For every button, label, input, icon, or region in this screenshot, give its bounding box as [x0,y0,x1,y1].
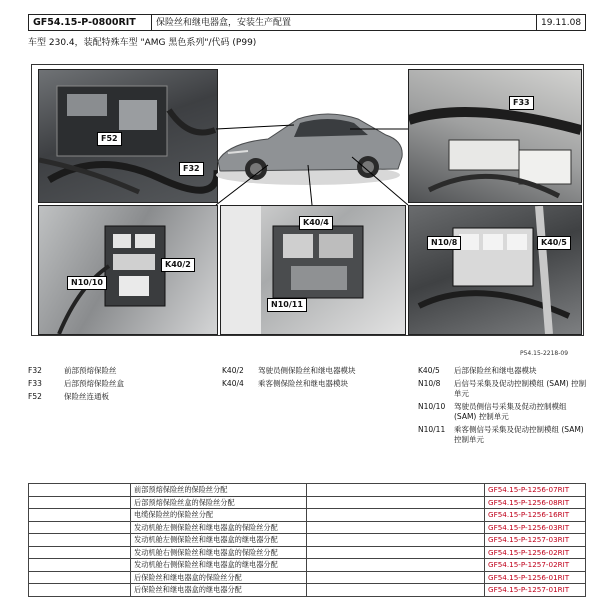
reference-link[interactable]: GF54.15-P-1256-08RIT [485,496,586,509]
legend-item: F52 保险丝连通板 [28,392,109,401]
model-subheader: 车型 230.4，装配特殊车型 "AMG 黑色系列"/代码 (P99) [28,38,257,48]
legend-item: K40/2 驾驶员侧保险丝和继电器模块 [222,366,356,375]
reference-link[interactable]: GF54.15-P-1256-16RIT [485,509,586,522]
legend-item: N10/11 乘客侧信号采集及促动控制模组 (SAM) 控制单元 [418,425,584,444]
photo-front-fuse [38,69,218,203]
table-row: 前部预熔保险丝的保险丝分配 GF54.15-P-1256-07RIT [29,484,586,497]
photo-car [208,91,408,191]
reference-link[interactable]: GF54.15-P-1256-02RIT [485,546,586,559]
photo-rear-module-drawing [409,206,581,334]
callout-f32: F32 [179,162,204,176]
callout-k40-2: K40/2 [161,258,195,272]
callout-f33: F33 [509,96,534,110]
table-row: 发动机舱右侧保险丝和继电器盒的继电器分配 GF54.15-P-1257-02RIT [29,559,586,572]
reference-table [28,483,586,597]
table-row: 发动机舱右侧保险丝和继电器盒的保险丝分配 GF54.15-P-1256-02RIT [29,546,586,559]
table-row: 后部预熔保险丝盒的保险丝分配 GF54.15-P-1256-08RIT [29,496,586,509]
photo-front-fuse-drawing [39,70,217,202]
table-row: 电缆保险丝的保险丝分配 GF54.15-P-1256-16RIT [29,509,586,522]
table-row: 后保险丝和继电器盒的继电器分配 GF54.15-P-1257-01RIT [29,584,586,597]
photo-composite [31,64,584,336]
document-date: 19.11.08 [541,18,582,28]
legend-item: N10/10 驾驶员侧信号采集及促动控制模组 (SAM) 控制单元 [418,402,567,421]
document-title: 保险丝和继电器盒，安装生产配置 [152,15,537,30]
reference-link[interactable]: GF54.15-P-1257-01RIT [485,584,586,597]
legend-column-1 [28,366,208,405]
callout-k40-5: K40/5 [537,236,571,250]
legend-item: K40/4 乘客侧保险丝和继电器模块 [222,379,348,388]
reference-link[interactable]: GF54.15-P-1257-02RIT [485,559,586,572]
car-silhouette [208,91,408,191]
legend-column-3 [418,366,590,448]
legend-item: N10/8 后信号采集及促动控制模组 (SAM) 控制单元 [418,379,587,398]
table-row: 后保险丝和继电器盒的保险丝分配 GF54.15-P-1256-01RIT [29,571,586,584]
reference-link[interactable]: GF54.15-P-1257-03RIT [485,534,586,547]
callout-n10-10: N10/10 [67,276,107,290]
legend-item: K40/5 后部保险丝和继电器模块 [418,366,537,375]
reference-link[interactable]: GF54.15-P-1256-03RIT [485,521,586,534]
figure-number: P54.15-2218-09 [520,350,569,357]
table-row: 发动机舱左侧保险丝和继电器盒的保险丝分配 GF54.15-P-1256-03RIT [29,521,586,534]
photo-passenger-side [220,205,406,335]
photo-driver-side [38,205,218,335]
legend-item: F32 前部预熔保险丝 [28,366,117,375]
reference-link[interactable]: GF54.15-P-1256-07RIT [485,484,586,497]
callout-n10-8: N10/8 [427,236,461,250]
document-header [28,14,586,31]
callout-n10-11: N10/11 [267,298,307,312]
reference-link[interactable]: GF54.15-P-1256-01RIT [485,571,586,584]
table-row: 发动机舱左侧保险丝和继电器盒的继电器分配 GF54.15-P-1257-03RIT [29,534,586,547]
callout-k40-4: K40/4 [299,216,333,230]
photo-rear-fuse-drawing [409,70,581,202]
document-code: GF54.15-P-0800RIT [29,15,152,30]
photo-rear-module [408,205,582,335]
legend-column-2 [222,366,412,392]
photo-rear-fuse [408,69,582,203]
legend-item: F33 后部预熔保险丝盒 [28,379,124,388]
callout-f52: F52 [97,132,122,146]
